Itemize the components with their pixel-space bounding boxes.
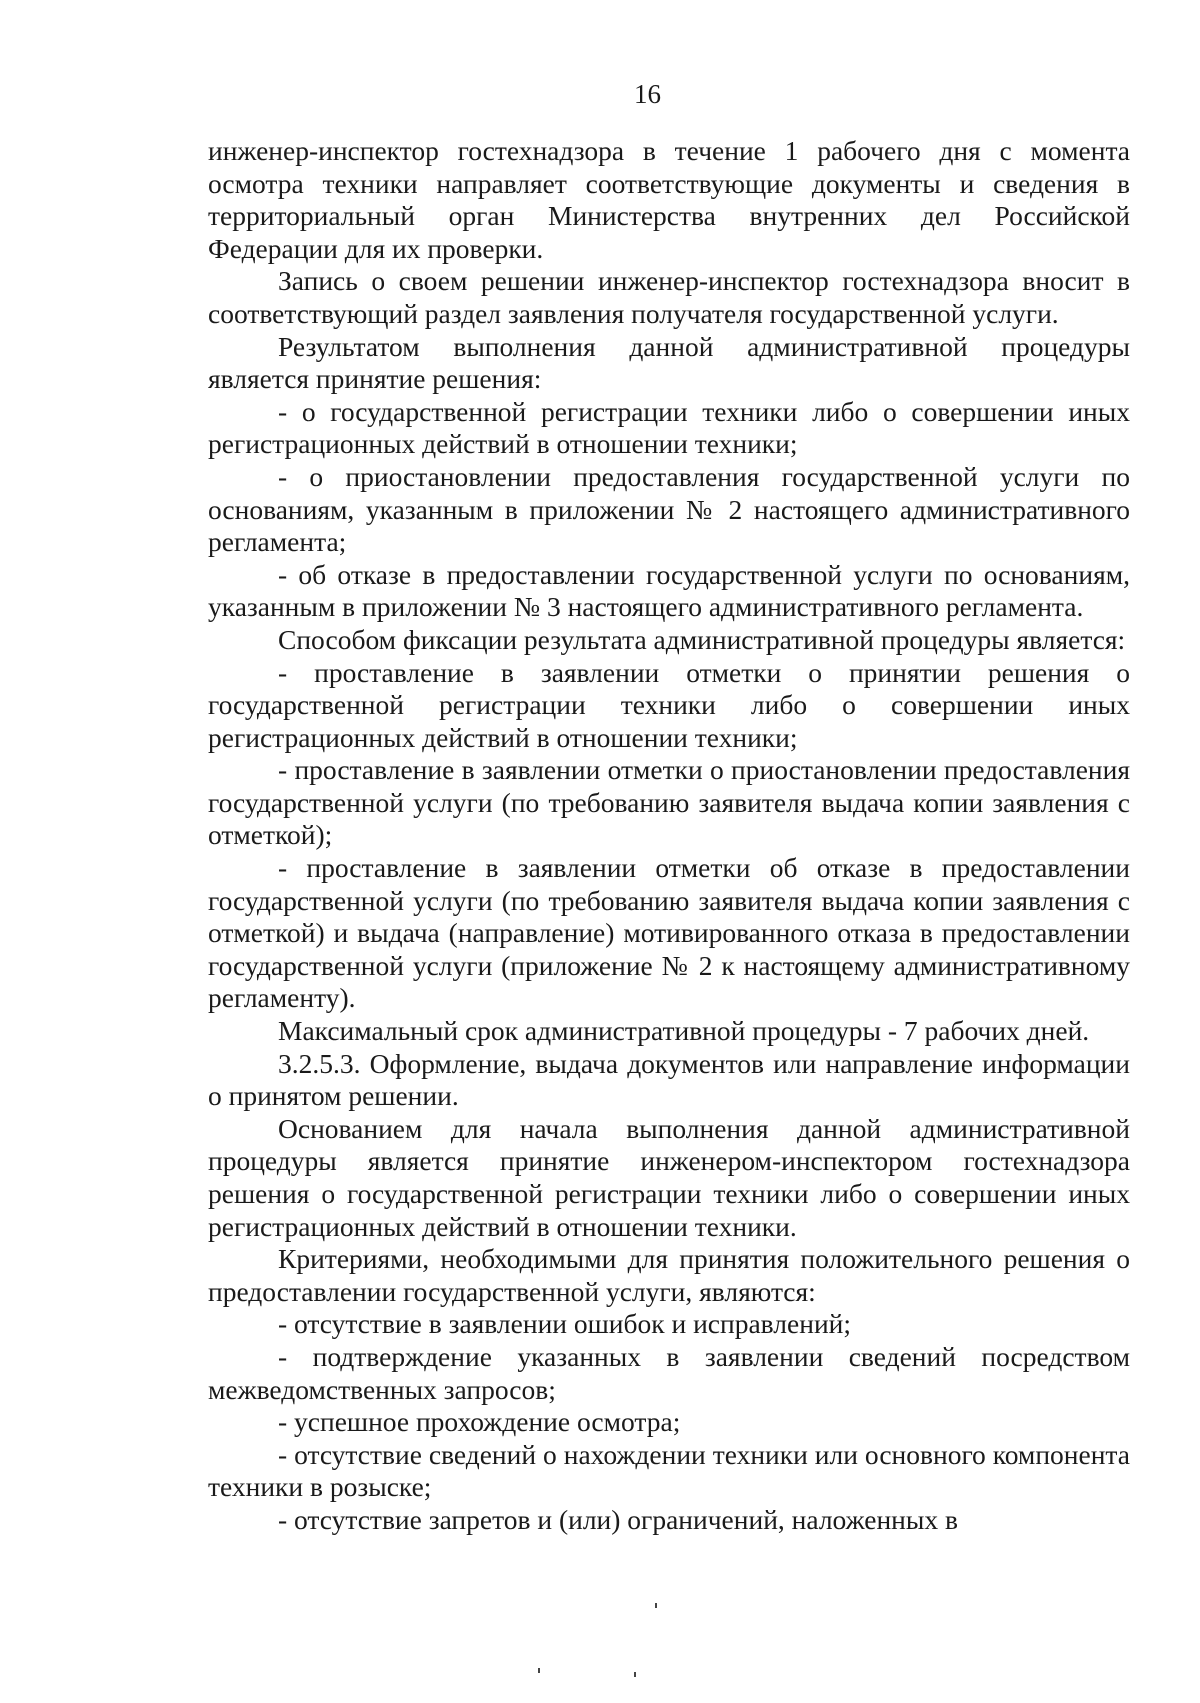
list-item: - проставление в заявлении отметки об отказе в предоставлении государственной услуги (по требованию заявителя выдача копии заявления с отметкой) и выдача (направление) мотивированного отказа в предоставлении государственной услуги (приложение № 2 к настоящему административному регламенту). <box>208 852 1130 1014</box>
section-heading: 3.2.5.3. Оформление, выдача документов или направление информации о принятом решении. <box>208 1047 1130 1112</box>
paragraph-13: Основанием для начала выполнения данной административной процедуры является принятие инженером-инспектором гостехнадзора решения о государственной регистрации техники либо о совершении иных регистрационных действий в отношении техники. <box>208 1112 1130 1242</box>
list-item: - об отказе в предоставлении государственной услуги по основаниям, указанным в приложении № 3 настоящего административного регламента. <box>208 558 1130 623</box>
list-item: - о государственной регистрации техники либо о совершении иных регистрационных действий в отношении техники; <box>208 395 1130 460</box>
list-item: - проставление в заявлении отметки о приостановлении предоставления государственной услуги (по требованию заявителя выдача копии заявления с отметкой); <box>208 754 1130 851</box>
list-item: - о приостановлении предоставления государственной услуги по основаниям, указанным в приложении № 2 настоящего административного регламента; <box>208 460 1130 558</box>
scan-speck <box>655 1603 657 1608</box>
paragraph-11: Максимальный срок административной процедуры - 7 рабочих дней. <box>278 1015 1090 1047</box>
document-body <box>208 135 1130 1537</box>
paragraph-14: Критериями, необходимыми для принятия положительного решения о предоставлении государственной услуги, являются: <box>208 1243 1130 1307</box>
list-item: - подтверждение указанных в заявлении сведений посредством межведомственных запросов; <box>208 1340 1130 1405</box>
list-item: - отсутствие в заявлении ошибок и исправлений; <box>278 1308 852 1340</box>
paragraph-7: Способом фиксации результата административной процедуры является: <box>278 623 1126 655</box>
list-item: - отсутствие сведений о нахождении техники или основного компонента техники в розыске; <box>208 1438 1130 1503</box>
scan-speck <box>538 1668 540 1673</box>
scan-speck <box>634 1672 636 1677</box>
list-item: - проставление в заявлении отметки о принятии решения о государственной регистрации техники либо о совершении иных регистрационных действий в отношении техники; <box>208 656 1130 753</box>
paragraph-1: инженер-инспектор гостехнадзора в течение 1 рабочего дня с момента осмотра техники направляет соответствующие документы и сведения в территориальный орган Министерства внутренних дел Российской Федерации для их проверки. <box>208 135 1130 264</box>
paragraph-2: Запись о своем решении инженер-инспектор гостехнадзора вносит в соответствующий раздел заявления получателя государственной услуги. <box>208 265 1130 329</box>
list-item: - отсутствие запретов и (или) ограничений, наложенных в <box>278 1503 958 1535</box>
list-item: - успешное прохождение осмотра; <box>278 1406 681 1438</box>
paragraph-3: Результатом выполнения данной административной процедуры является принятие решения: <box>208 330 1130 395</box>
page-number: 16 <box>634 79 661 109</box>
